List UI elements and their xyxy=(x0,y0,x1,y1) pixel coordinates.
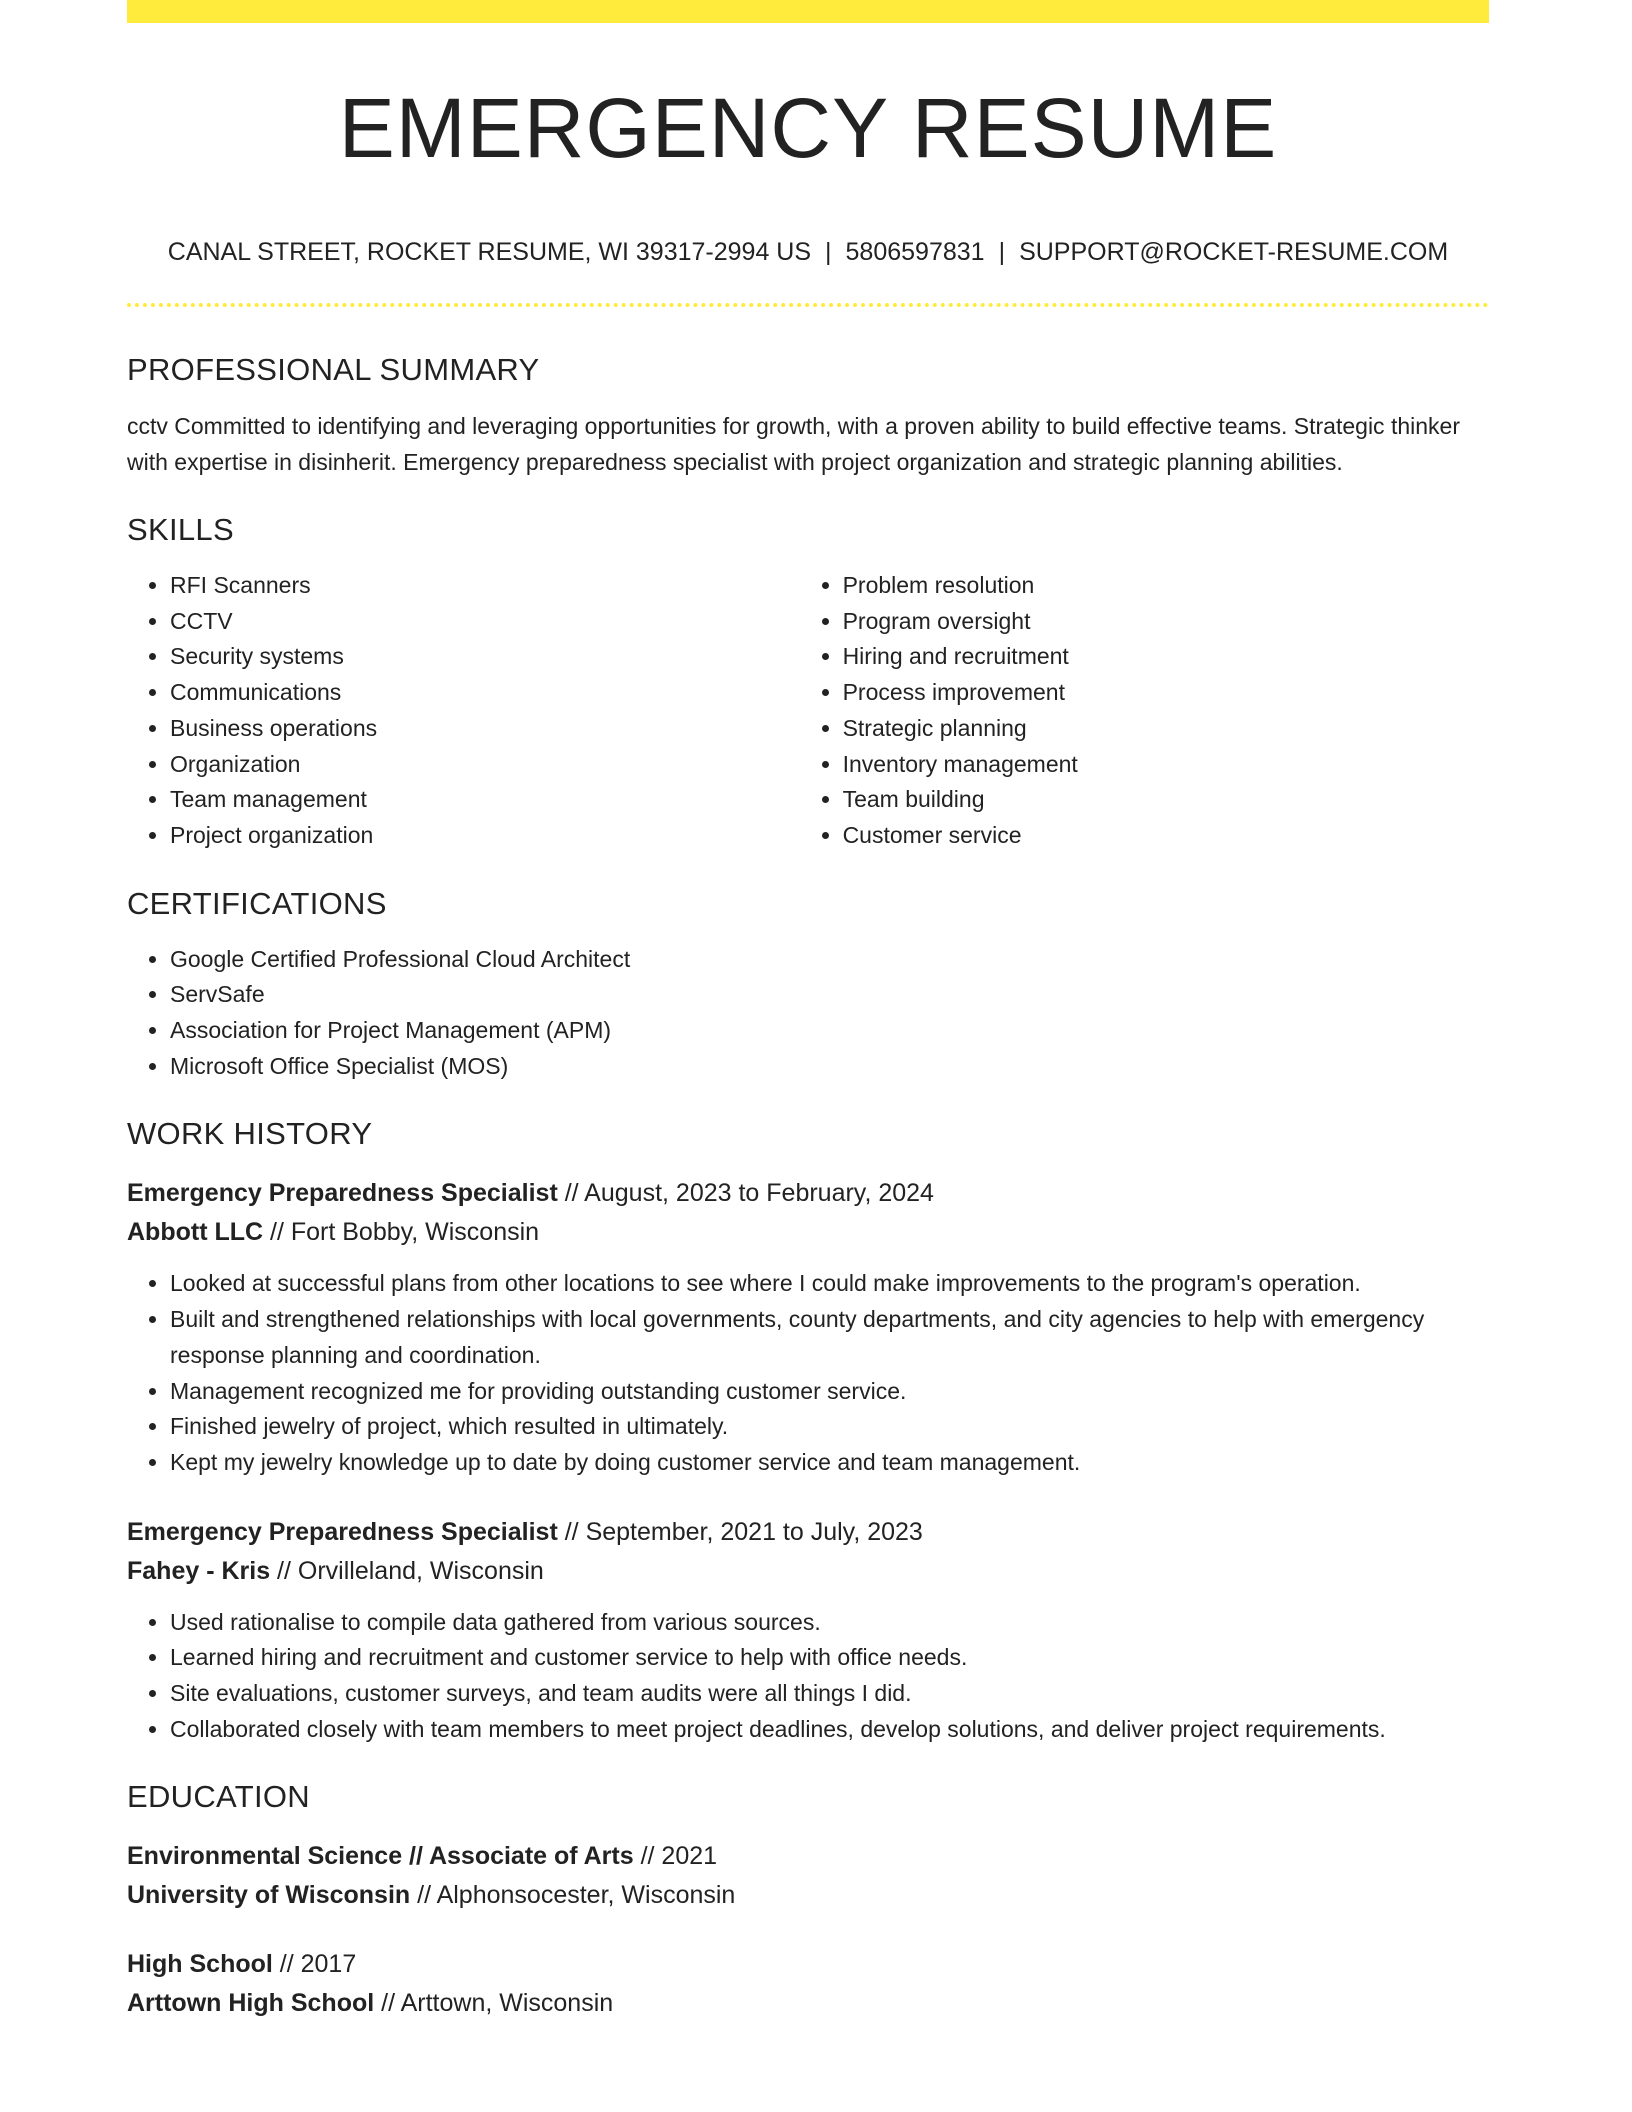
education-school: University of Wisconsin xyxy=(127,1881,411,1910)
contact-separator: | xyxy=(998,238,1006,266)
summary-text: cctv Committed to identifying and leveraging opportunities for growth, with a proven ability to build effective teams. Strategic thinker with expertise in disinherit. Emergency preparedness specialist with project organization and strategic planning abilities. xyxy=(127,413,1460,475)
resume-name: EMERGENCY RESUME xyxy=(338,81,1278,175)
skill-item: • Customer service xyxy=(843,818,1489,854)
job-bullet: • Finished jewelry of project, which resulted in ultimately. xyxy=(170,1409,1489,1445)
job-company-line xyxy=(127,1552,1489,1591)
job-bullet: • Site evaluations, customer surveys, and team audits were all things I did. xyxy=(170,1676,1489,1712)
summary-section xyxy=(127,348,1489,480)
certification-item: • ServSafe xyxy=(170,977,1489,1013)
skill-item: • Strategic planning xyxy=(843,711,1489,747)
education-degree-line xyxy=(127,1945,1489,1984)
education-entry xyxy=(127,1837,1489,1915)
contact-phone[interactable]: 5806597831 xyxy=(845,238,985,266)
skill-item: • Communications xyxy=(170,675,800,711)
job-bullet: • Learned hiring and recruitment and customer service to help with office needs. xyxy=(170,1640,1489,1676)
job-bullet: • Collaborated closely with team members to meet project deadlines, develop solutions, and deliver project requirements. xyxy=(170,1712,1489,1748)
certification-item: • Google Certified Professional Cloud Architect xyxy=(170,942,1489,978)
skill-item: • RFI Scanners xyxy=(170,568,800,604)
job-location: // Fort Bobby, Wisconsin xyxy=(263,1218,540,1247)
job-bullet: • Used rationalise to compile data gathered from various sources. xyxy=(170,1605,1489,1641)
skill-item: • Process improvement xyxy=(843,675,1489,711)
certifications-list xyxy=(127,942,1489,1085)
contact-email[interactable]: SUPPORT@ROCKET-RESUME.COM xyxy=(1019,238,1449,266)
education-year: // 2017 xyxy=(272,1950,357,1979)
skill-item: • Team management xyxy=(170,782,800,818)
accent-top-bar xyxy=(127,0,1489,23)
contact-address: CANAL STREET, ROCKET RESUME, WI 39317-2994 US xyxy=(167,238,812,266)
contact-line xyxy=(127,236,1489,268)
job-bullet: • Kept my jewelry knowledge up to date by doing customer service and team management. xyxy=(170,1445,1489,1481)
job-entry xyxy=(127,1174,1489,1480)
certifications-section xyxy=(127,882,1489,1085)
skill-item: • Hiring and recruitment xyxy=(843,639,1489,675)
education-location: // Arttown, Wisconsin xyxy=(374,1989,614,2018)
job-bullets xyxy=(127,1266,1489,1480)
certifications-heading: CERTIFICATIONS xyxy=(127,885,387,921)
job-bullet: • Management recognized me for providing outstanding customer service. xyxy=(170,1374,1489,1410)
skills-columns xyxy=(127,568,1489,854)
job-dates: // August, 2023 to February, 2024 xyxy=(557,1179,934,1208)
education-school-line xyxy=(127,1984,1489,2023)
job-company: Abbott LLC xyxy=(127,1218,264,1247)
certification-item: • Association for Project Management (APM) xyxy=(170,1013,1489,1049)
contact-separator: | xyxy=(825,238,832,266)
skill-item: • Business operations xyxy=(170,711,800,747)
education-degree: High School xyxy=(127,1950,273,1979)
skill-item: • Program oversight xyxy=(843,604,1489,640)
education-section xyxy=(127,1775,1489,2023)
work-history-heading: WORK HISTORY xyxy=(127,1116,373,1152)
skill-item: • Security systems xyxy=(170,639,800,675)
resume-body xyxy=(127,348,1489,2023)
job-title-line xyxy=(127,1174,1489,1213)
skill-item: • Problem resolution xyxy=(843,568,1489,604)
work-history-section xyxy=(127,1112,1489,1747)
skill-item: • CCTV xyxy=(170,604,800,640)
job-entry xyxy=(127,1513,1489,1748)
education-school: Arttown High School xyxy=(127,1989,375,2018)
skills-list-right xyxy=(800,568,1489,854)
job-bullet: • Built and strengthened relationships with local governments, county departments, and city agencies to help with emergency response planning and coordination. xyxy=(170,1302,1489,1373)
job-title: Emergency Preparedness Specialist xyxy=(127,1179,558,1208)
skills-list-left xyxy=(127,568,800,854)
summary-heading: PROFESSIONAL SUMMARY xyxy=(127,352,540,387)
job-company: Fahey - Kris xyxy=(127,1556,271,1585)
job-dates: // September, 2021 to July, 2023 xyxy=(557,1517,923,1546)
dotted-divider xyxy=(127,303,1489,307)
skill-item: • Organization xyxy=(170,747,800,783)
education-location: // Alphonsocester, Wisconsin xyxy=(410,1881,736,1910)
skill-item: • Inventory management xyxy=(843,747,1489,783)
education-degree-line xyxy=(127,1837,1489,1876)
job-bullets xyxy=(127,1605,1489,1748)
education-school-line xyxy=(127,1876,1489,1915)
education-entry xyxy=(127,1945,1489,2023)
education-degree: Environmental Science // Associate of Arts xyxy=(127,1842,634,1871)
job-title: Emergency Preparedness Specialist xyxy=(127,1517,558,1546)
certification-item: • Microsoft Office Specialist (MOS) xyxy=(170,1049,1489,1085)
job-bullet: • Looked at successful plans from other locations to see where I could make improvements to the program's operation. xyxy=(170,1266,1489,1302)
skills-heading: SKILLS xyxy=(127,512,234,547)
skill-item: • Project organization xyxy=(170,818,800,854)
job-company-line xyxy=(127,1213,1489,1252)
education-year: // 2021 xyxy=(633,1842,718,1871)
job-location: // Orvilleland, Wisconsin xyxy=(270,1556,544,1585)
education-heading: EDUCATION xyxy=(127,1779,310,1815)
skill-item: • Team building xyxy=(843,782,1489,818)
job-title-line xyxy=(127,1513,1489,1552)
skills-section xyxy=(127,508,1489,854)
